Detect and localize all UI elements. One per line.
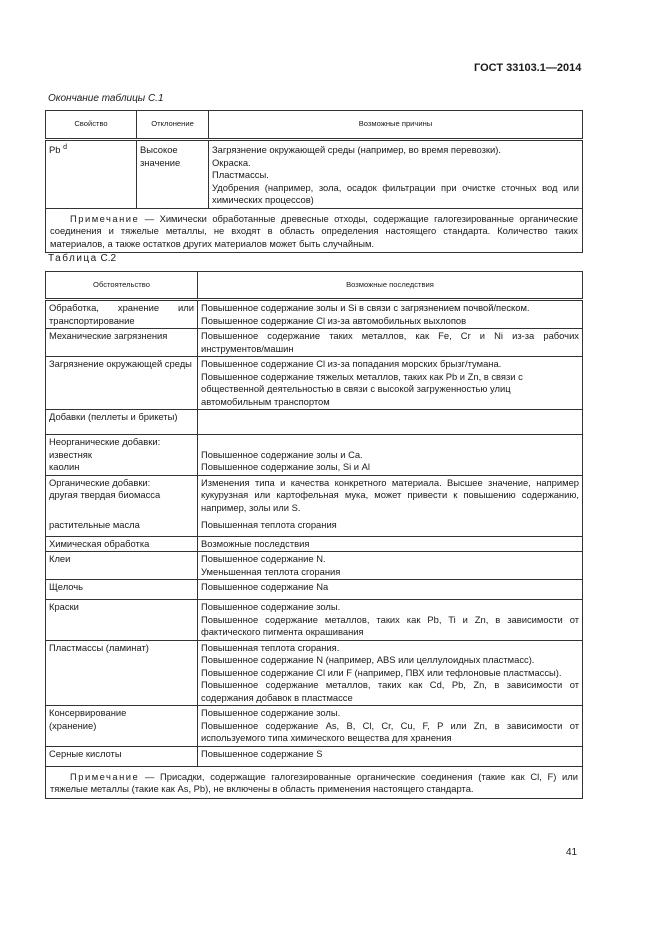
- table-c2-caption-number: С.2: [100, 253, 117, 264]
- note-label: Примечание: [70, 770, 140, 782]
- consequence-cell: Повышенная теплота сгорания. Повышенное содержание N (например, ABS или целлулоидных пластмасс). Повышенное содержание Cl или F (например, ПВХ или тефлоновые пластмассы). Повышенное содержание металлов, таких как Cd, Pb, Zn, в зависимости от содержания добавок в пластмассе: [198, 640, 583, 706]
- circumstance-cell: Щелочь: [46, 580, 198, 600]
- table-c2: [45, 271, 583, 799]
- table-row: [46, 357, 583, 410]
- table-row: [46, 435, 583, 476]
- table-row: [46, 300, 583, 329]
- circumstance-cell: Неорганические добавки: известняк каолин: [46, 435, 198, 476]
- consequence-cell: Повышенное содержание таких металлов, как Fe, Cr и Ni из-за рабочих инструментов/машин: [198, 329, 583, 357]
- circumstance-cell: растительные масла: [46, 515, 198, 536]
- consequence-cell: Повышенное содержание Na: [198, 580, 583, 600]
- circumstance-cell: Загрязнение окружающей среды: [46, 357, 198, 410]
- property-cell: [46, 140, 137, 209]
- circumstance-cell: Серные кислоты: [46, 746, 198, 766]
- table-row: [46, 706, 583, 747]
- footnote-marker: d: [63, 143, 67, 151]
- circumstance-cell: Механические загрязнения: [46, 329, 198, 357]
- table-row: [46, 140, 583, 209]
- consequence-cell: Повышенное содержание золы. Повышенное содержание металлов, таких как Pb, Ti и Zn, в зависимости от фактического пигмента окрашивания: [198, 600, 583, 641]
- table-row: [46, 410, 583, 435]
- table-row: [46, 329, 583, 357]
- consequence-cell: Повышенное содержание N. Уменьшенная теплота сгорания: [198, 552, 583, 580]
- table-row: [46, 746, 583, 766]
- deviation-cell: [137, 140, 209, 209]
- table-row: [46, 580, 583, 600]
- consequence-cell: Повышенное содержание золы. Повышенное содержание As, B, Cl, Cr, Cu, F, P или Zn, в зависимости от используемого типа химического вещества для хранения: [198, 706, 583, 747]
- table-row: [46, 515, 583, 536]
- circumstance-cell: Пластмассы (ламинат): [46, 640, 198, 706]
- column-header-circumstance: Обстоятельство: [46, 272, 198, 300]
- note-text: — Присадки, содержащие галогезированные органические соединения (такие как Cl, F) или тяжелые металлы (такие как As, Pb), не включены в область применения настоящего стандарта.: [50, 770, 578, 794]
- table-row: [46, 600, 583, 641]
- table-c1-note: [46, 208, 583, 253]
- property-value: Pb: [49, 144, 61, 155]
- note-label: Примечание: [70, 212, 140, 224]
- standard-header: ГОСТ 33103.1—2014: [474, 62, 582, 74]
- page-number: 41: [566, 847, 578, 858]
- table-row: [46, 640, 583, 706]
- note-text: — Химически обработанные древесные отходы, содержащие галогезированные органические соединения и тяжелые металлы, не входят в область определения настоящего стандарта. Количество таких материалов, а также остатков других материалов может быть случайным.: [50, 212, 578, 249]
- column-header-consequences: Возможные последствия: [198, 272, 583, 300]
- consequence-cell: Возможные последствия: [198, 536, 583, 552]
- consequence-cell: Повышенное содержание золы и Ca. Повышенное содержание золы, Si и Al: [198, 435, 583, 476]
- table-row: [46, 552, 583, 580]
- table-row: [46, 536, 583, 552]
- consequence-cell: [198, 410, 583, 435]
- circumstance-cell: Химическая обработка: [46, 536, 198, 552]
- consequence-cell: Повышенная теплота сгорания: [198, 515, 583, 536]
- table-c2-caption-label: Таблица: [48, 253, 98, 264]
- cause-item: Пластмассы.: [212, 169, 269, 180]
- column-header-property: Свойство: [46, 111, 137, 140]
- table-row: [46, 475, 583, 515]
- table-c1: [45, 110, 583, 253]
- circumstance-cell: Обработка, хранение или транспортирование: [46, 300, 198, 329]
- consequence-cell: Изменения типа и качества конкретного материала. Высшее значение, например кукурузная или картофельная мука, может привести к повышению содержанию, например, золы или S.: [198, 475, 583, 515]
- column-header-deviation: Отклонение: [137, 111, 209, 140]
- cause-item: Удобрения (например, зола, осадок фильтрации при очистке сточных вод или химических процессов): [212, 181, 579, 205]
- deviation-line: Высокое: [140, 144, 178, 155]
- cause-item: Окраска.: [212, 156, 251, 168]
- table-c1-caption: Окончание таблицы С.1: [48, 93, 164, 104]
- consequence-cell: Повышенное содержание Cl из-за попадания морских брызг/тумана. Повышенное содержание тяжелых металлов, таких как Pb и Zn, в связи с общественной деятельностью в связи с высокой загруженностью улиц автомобильным транспортом: [198, 357, 583, 410]
- consequence-cell: Повышенное содержание золы и Si в связи с загрязнением почвой/песком. Повышенное содержание Cl из-за автомобильных выхлопов: [198, 300, 583, 329]
- cause-item: Загрязнение окружающей среды (например, во время перевозки).: [212, 144, 501, 155]
- column-header-causes: Возможные причины: [209, 111, 583, 140]
- circumstance-cell: Добавки (пеллеты и брикеты): [46, 410, 198, 435]
- causes-cell: [209, 140, 583, 209]
- circumstance-cell: Органические добавки: другая твердая биомасса: [46, 475, 198, 515]
- circumstance-cell: Клеи: [46, 552, 198, 580]
- table-c2-caption: [48, 253, 116, 264]
- consequence-cell: Повышенное содержание S: [198, 746, 583, 766]
- deviation-line: значение: [140, 156, 181, 168]
- circumstance-cell: Краски: [46, 600, 198, 641]
- circumstance-cell: Консервирование (хранение): [46, 706, 198, 747]
- table-c2-note: [46, 766, 583, 798]
